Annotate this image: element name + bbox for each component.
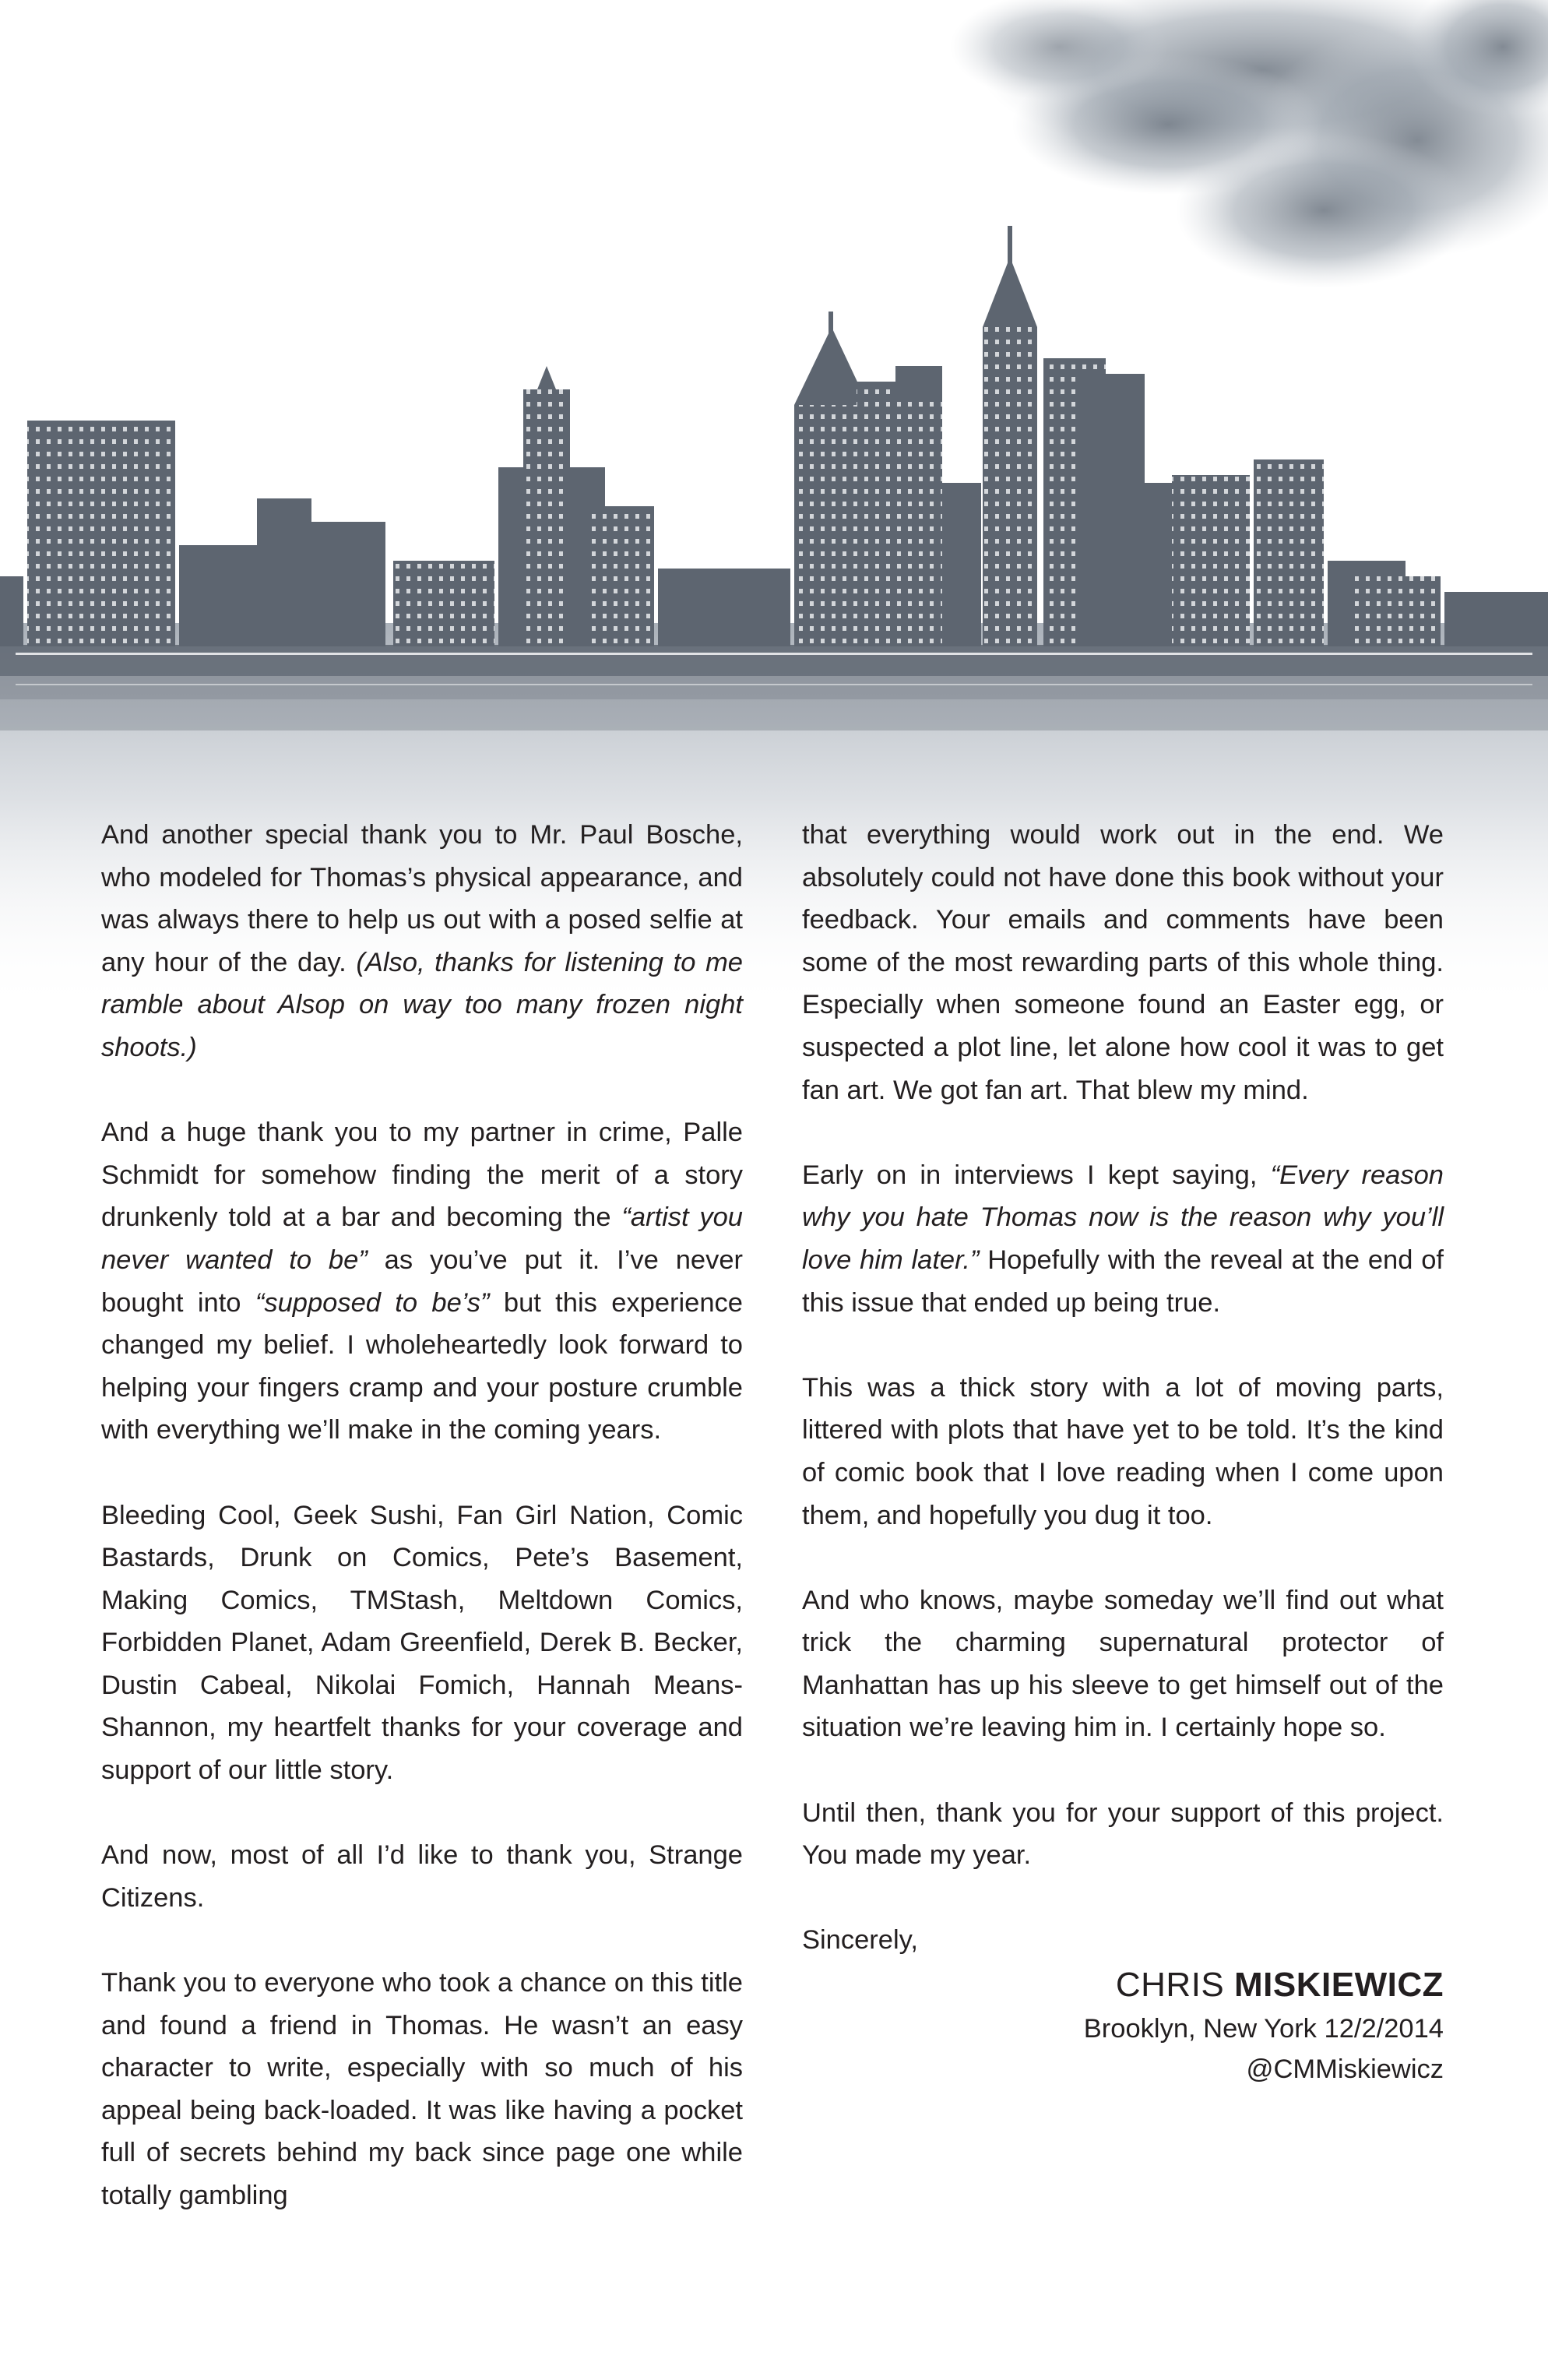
author-name: CHRIS MISKIEWICZ (1115, 1966, 1444, 2005)
paragraph-thanks-paul-bosche: And another special thank you to Mr. Paul Bosche, who modeled for Thomas’s physical appearance, and was always there to help us out with a posed selfie at any hour of the day. (Also, thanks for listening to me ramble about Alsop on way too many frozen night shoots.) (101, 820, 743, 1062)
paragraph-thank-everyone: Thank you to everyone who took a chance on this title and found a friend in Thomas. He wasn’t an easy character to write, especially with so much of his appeal being back-loaded. It was like having a pocket full of secrets behind my back since page one while totally gambling (101, 1968, 743, 2210)
signature-block (802, 1962, 1444, 2090)
paragraph-thick-story: This was a thick story with a lot of moving parts, littered with plots that have yet to be told. It’s the kind of comic book that I love reading when I come upon them, and hopefully you dug it too. (802, 1372, 1444, 1530)
letter-right-column (802, 814, 1444, 2090)
letter-left-column (101, 814, 743, 2217)
paragraph-press-thanks: Bleeding Cool, Geek Sushi, Fan Girl Nation, Comic Bastards, Drunk on Comics, Pete’s Basement, Making Comics, TMStash, Meltdown Comics, Forbidden Planet, Adam Greenfield, Derek B. Becker, Dustin Cabeal, Nikolai Fomich, Hannah Means-Shannon, my heartfelt thanks for your coverage and support of our little story. (101, 1500, 743, 1786)
paragraph-until-then: Until then, thank you for your support of this project. You made my year. (802, 1797, 1444, 1871)
closing-sincerely: Sincerely, (802, 1925, 918, 1956)
paragraph-thanks-palle-schmidt: And a huge thank you to my partner in crime, Palle Schmidt for somehow finding the merit of a story drunkenly told at a bar and becoming the “artist you never wanted to be” as you’ve put it. I’ve never bought into “supposed to be’s” but this experience changed my belief. I wholeheartedly look forward to helping your fingers cramp and your posture crumble with everything we’ll make in the coming years. (101, 1118, 743, 1445)
waterline-lights (0, 645, 1548, 731)
paragraph-feedback: that everything would work out in the end. We absolutely could not have done this book without your feedback. Your emails and comments have been some of the most rewarding parts of this whole thing. Especially when someone found an Easter egg, or suspected a plot line, let alone how cool it was to get fan art. We got fan art. That blew my mind. (802, 820, 1444, 1105)
ink-cloud (950, 0, 1548, 288)
paragraph-strange-citizens: And now, most of all I’d like to thank you, Strange Citizens. (101, 1840, 743, 1913)
paragraph-who-knows: And who knows, maybe someday we’ll find out what trick the charming supernatural protector of Manhattan has up his sleeve to get himself out of the situation we’re leaving him in. I certainly hope so. (802, 1585, 1444, 1743)
twitter-handle: @CMMiskiewicz (1246, 2054, 1444, 2085)
location-date: Brooklyn, New York 12/2/2014 (1083, 2014, 1444, 2044)
skyline-buildings (0, 226, 1548, 646)
paragraph-interviews: Early on in interviews I kept saying, “Every reason why you hate Thomas now is the reason why you’ll love him later.” Hopefully with the reveal at the end of this issue that ended up being true. (802, 1160, 1444, 1318)
